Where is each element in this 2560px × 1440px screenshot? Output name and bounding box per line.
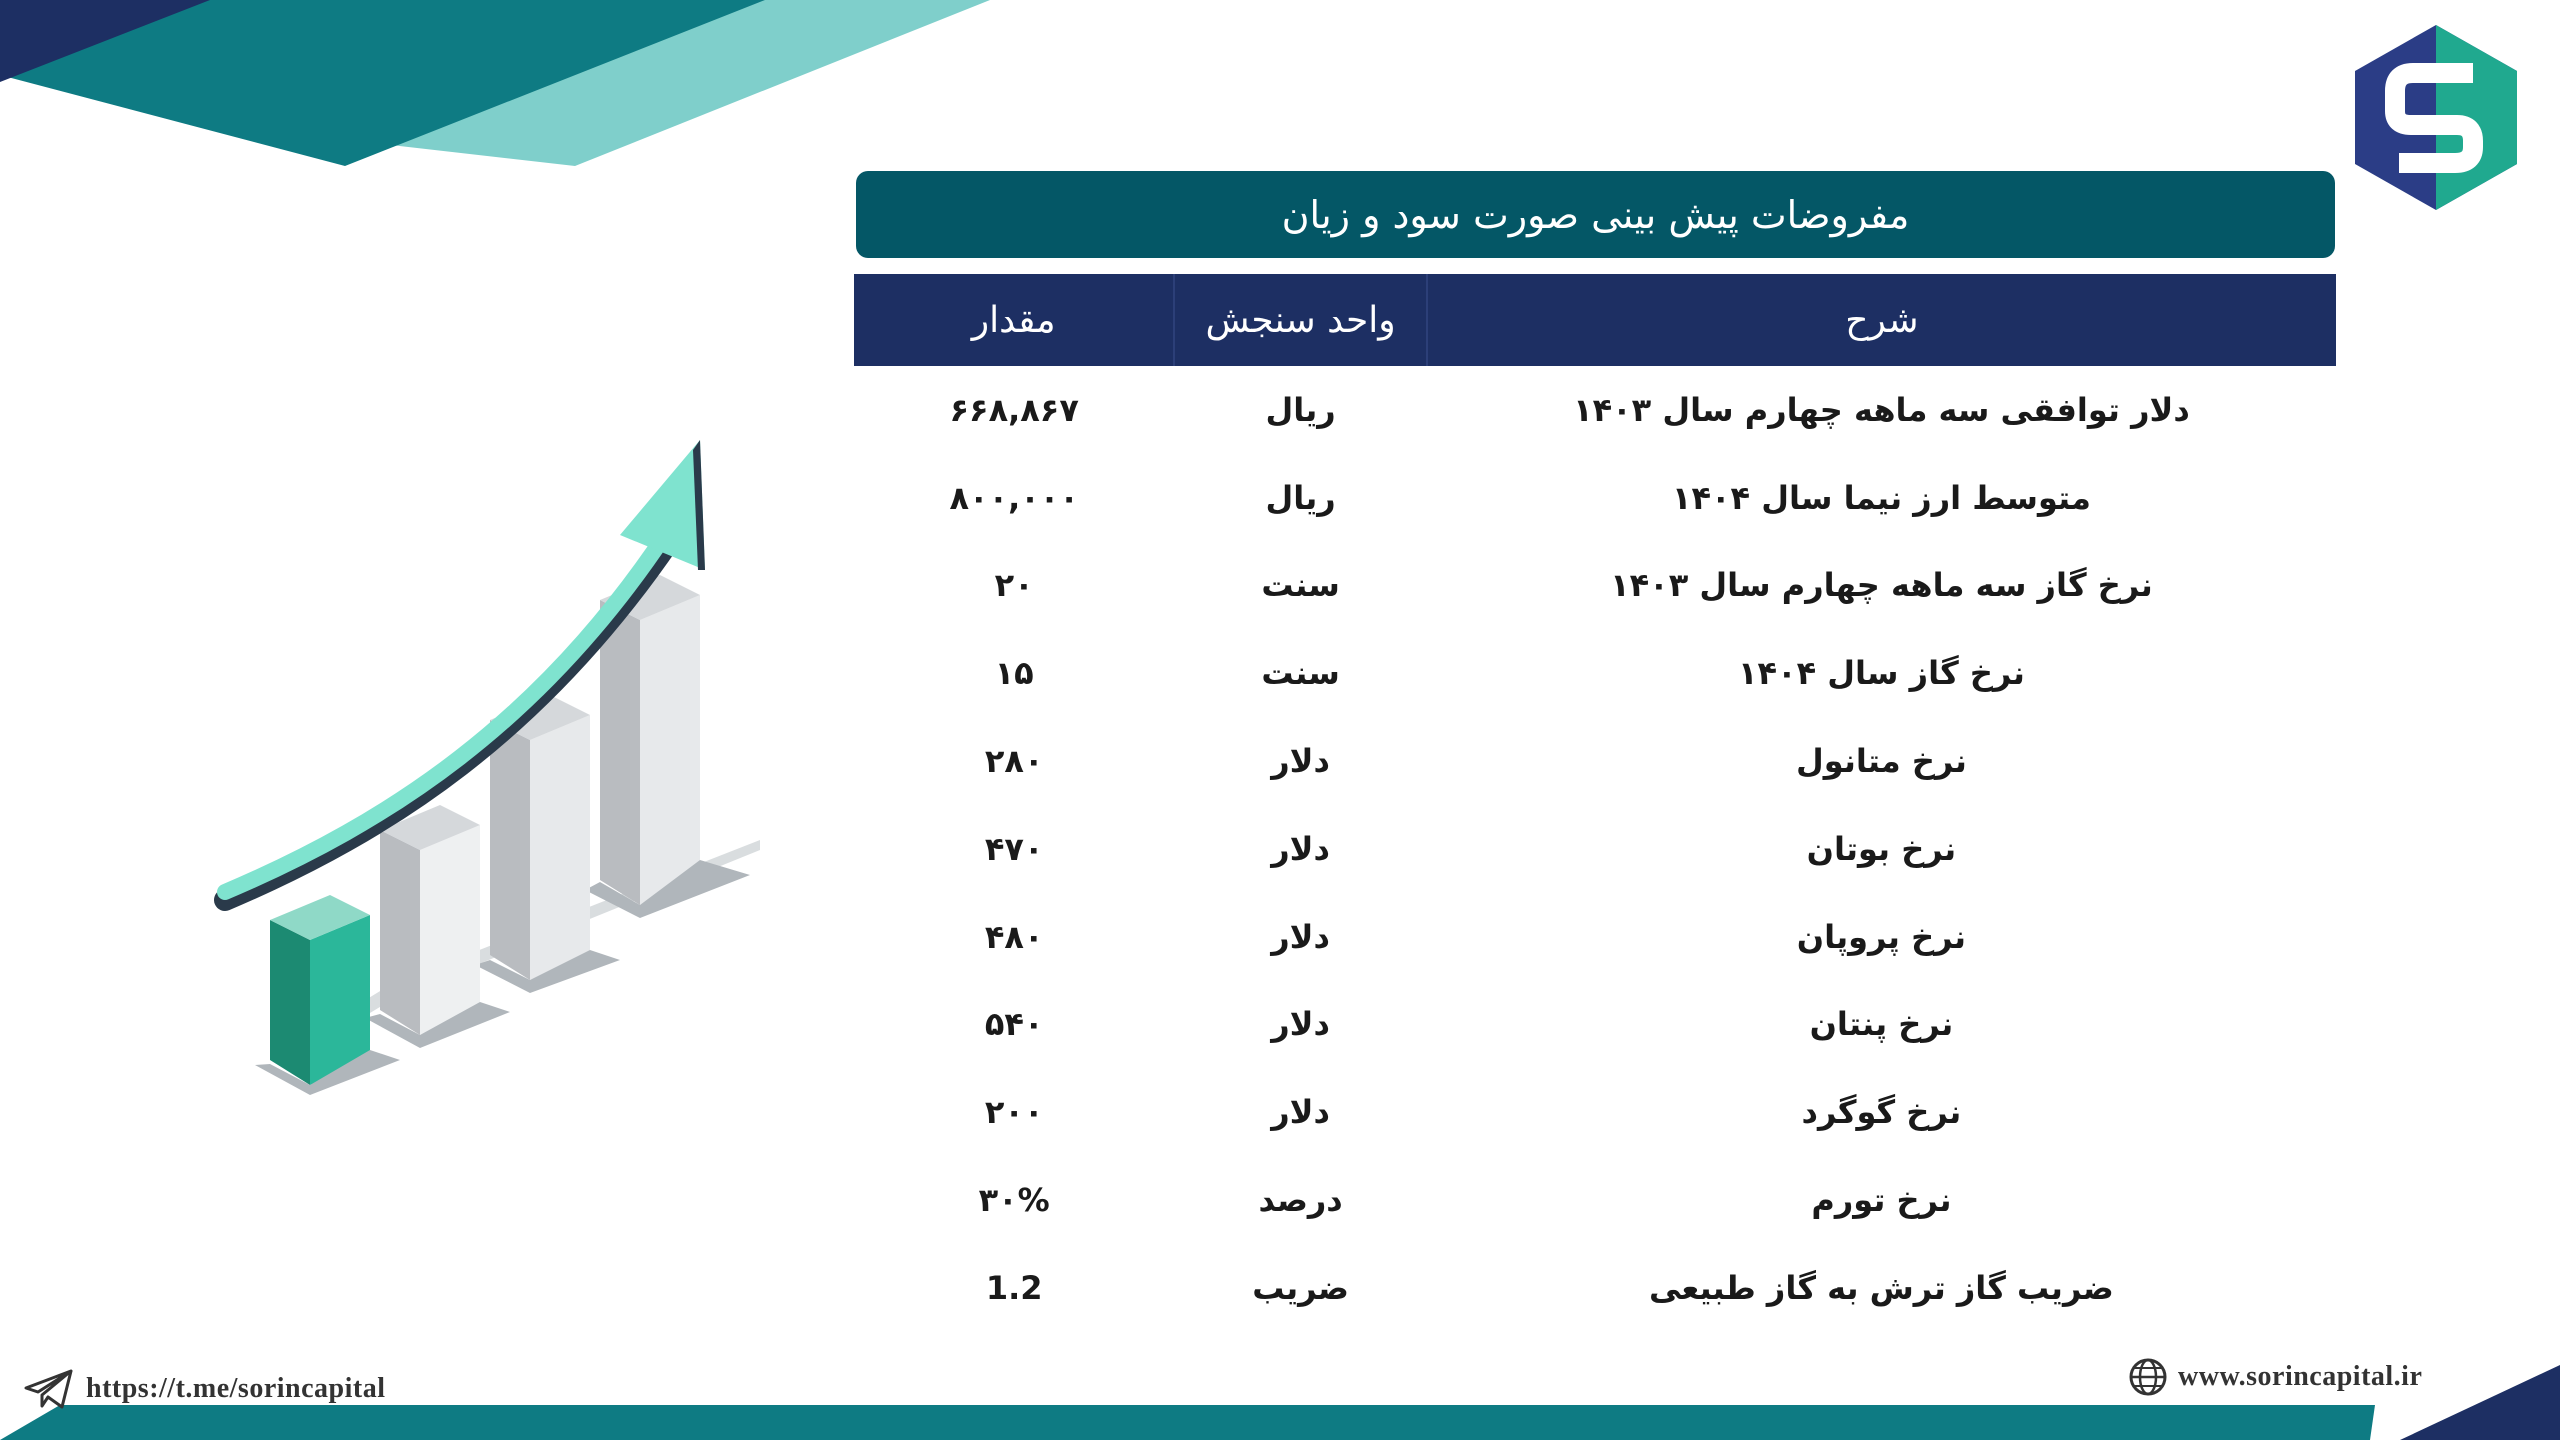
footer-website[interactable] [2128,1355,2422,1399]
table-row [854,542,2336,630]
row-value: ۴۸۰ [984,917,1044,956]
row-unit: دلار [1271,829,1330,868]
row-value: ۲۸۰ [984,742,1044,781]
table-row [854,1156,2336,1244]
globe-icon [2128,1357,2168,1397]
row-value: ۲۰ [994,566,1034,605]
row-description: نرخ بوتان [1806,829,1957,868]
table-row [854,805,2336,893]
table-row [854,717,2336,805]
row-value: ۵۴۰ [984,1005,1044,1044]
top-decoration [0,0,1000,170]
row-description: نرخ گاز سه ماهه چهارم سال ۱۴۰۳ [1610,566,2153,605]
row-unit: دلار [1271,1005,1330,1044]
row-value: 1.2 [985,1268,1043,1307]
row-unit: دلار [1271,742,1330,781]
table-row [854,366,2336,454]
footer-telegram[interactable] [24,1367,386,1411]
row-unit: سنت [1261,654,1340,693]
growth-chart-icon [200,420,780,1100]
row-description: نرخ گاز سال ۱۴۰۴ [1738,654,2025,693]
row-unit: سنت [1261,566,1340,605]
row-description: نرخ پنتان [1809,1005,1954,1044]
table-row [854,454,2336,542]
row-value: ۲۰۰ [984,1093,1044,1132]
row-unit: دلار [1271,917,1330,956]
table-row [854,1244,2336,1332]
table-header-row [854,274,2336,366]
row-description: دلار توافقی سه ماهه چهارم سال ۱۴۰۳ [1573,390,2190,429]
assumptions-table [854,274,2336,1332]
header-value: مقدار [854,274,1174,366]
website-link[interactable]: www.sorincapital.ir [2178,1361,2423,1392]
table-row [854,981,2336,1069]
header-description: شرح [1427,274,2336,366]
row-unit: ریال [1265,478,1336,517]
row-value: ۸۰۰,۰۰۰ [949,478,1079,517]
row-value: ۱۵ [994,654,1034,693]
telegram-icon [24,1368,74,1410]
row-description: ضریب گاز ترش به گاز طبیعی [1649,1268,2114,1307]
telegram-link[interactable]: https://t.me/sorincapital [86,1373,386,1404]
row-unit: دلار [1271,1093,1330,1132]
row-description: نرخ پروپان [1796,917,1967,956]
row-value: ۴۷۰ [984,829,1044,868]
row-unit: ضریب [1252,1268,1349,1307]
row-description: نرخ متانول [1795,742,1967,781]
table-row [854,1068,2336,1156]
sorin-logo-icon [2355,25,2517,210]
row-description: نرخ تورم [1811,1181,1952,1220]
row-unit: درصد [1258,1181,1343,1220]
row-value: ۳۰% [978,1181,1050,1220]
table-row [854,629,2336,717]
header-unit: واحد سنجش [1174,274,1426,366]
row-unit: ریال [1265,390,1336,429]
table-row [854,893,2336,981]
page-title: مفروضات پیش بینی صورت سود و زیان [856,171,2335,258]
row-description: نرخ گوگرد [1801,1093,1962,1132]
row-description: متوسط ارز نیما سال ۱۴۰۴ [1671,478,2091,517]
row-value: ۶۶۸,۸۶۷ [949,390,1079,429]
